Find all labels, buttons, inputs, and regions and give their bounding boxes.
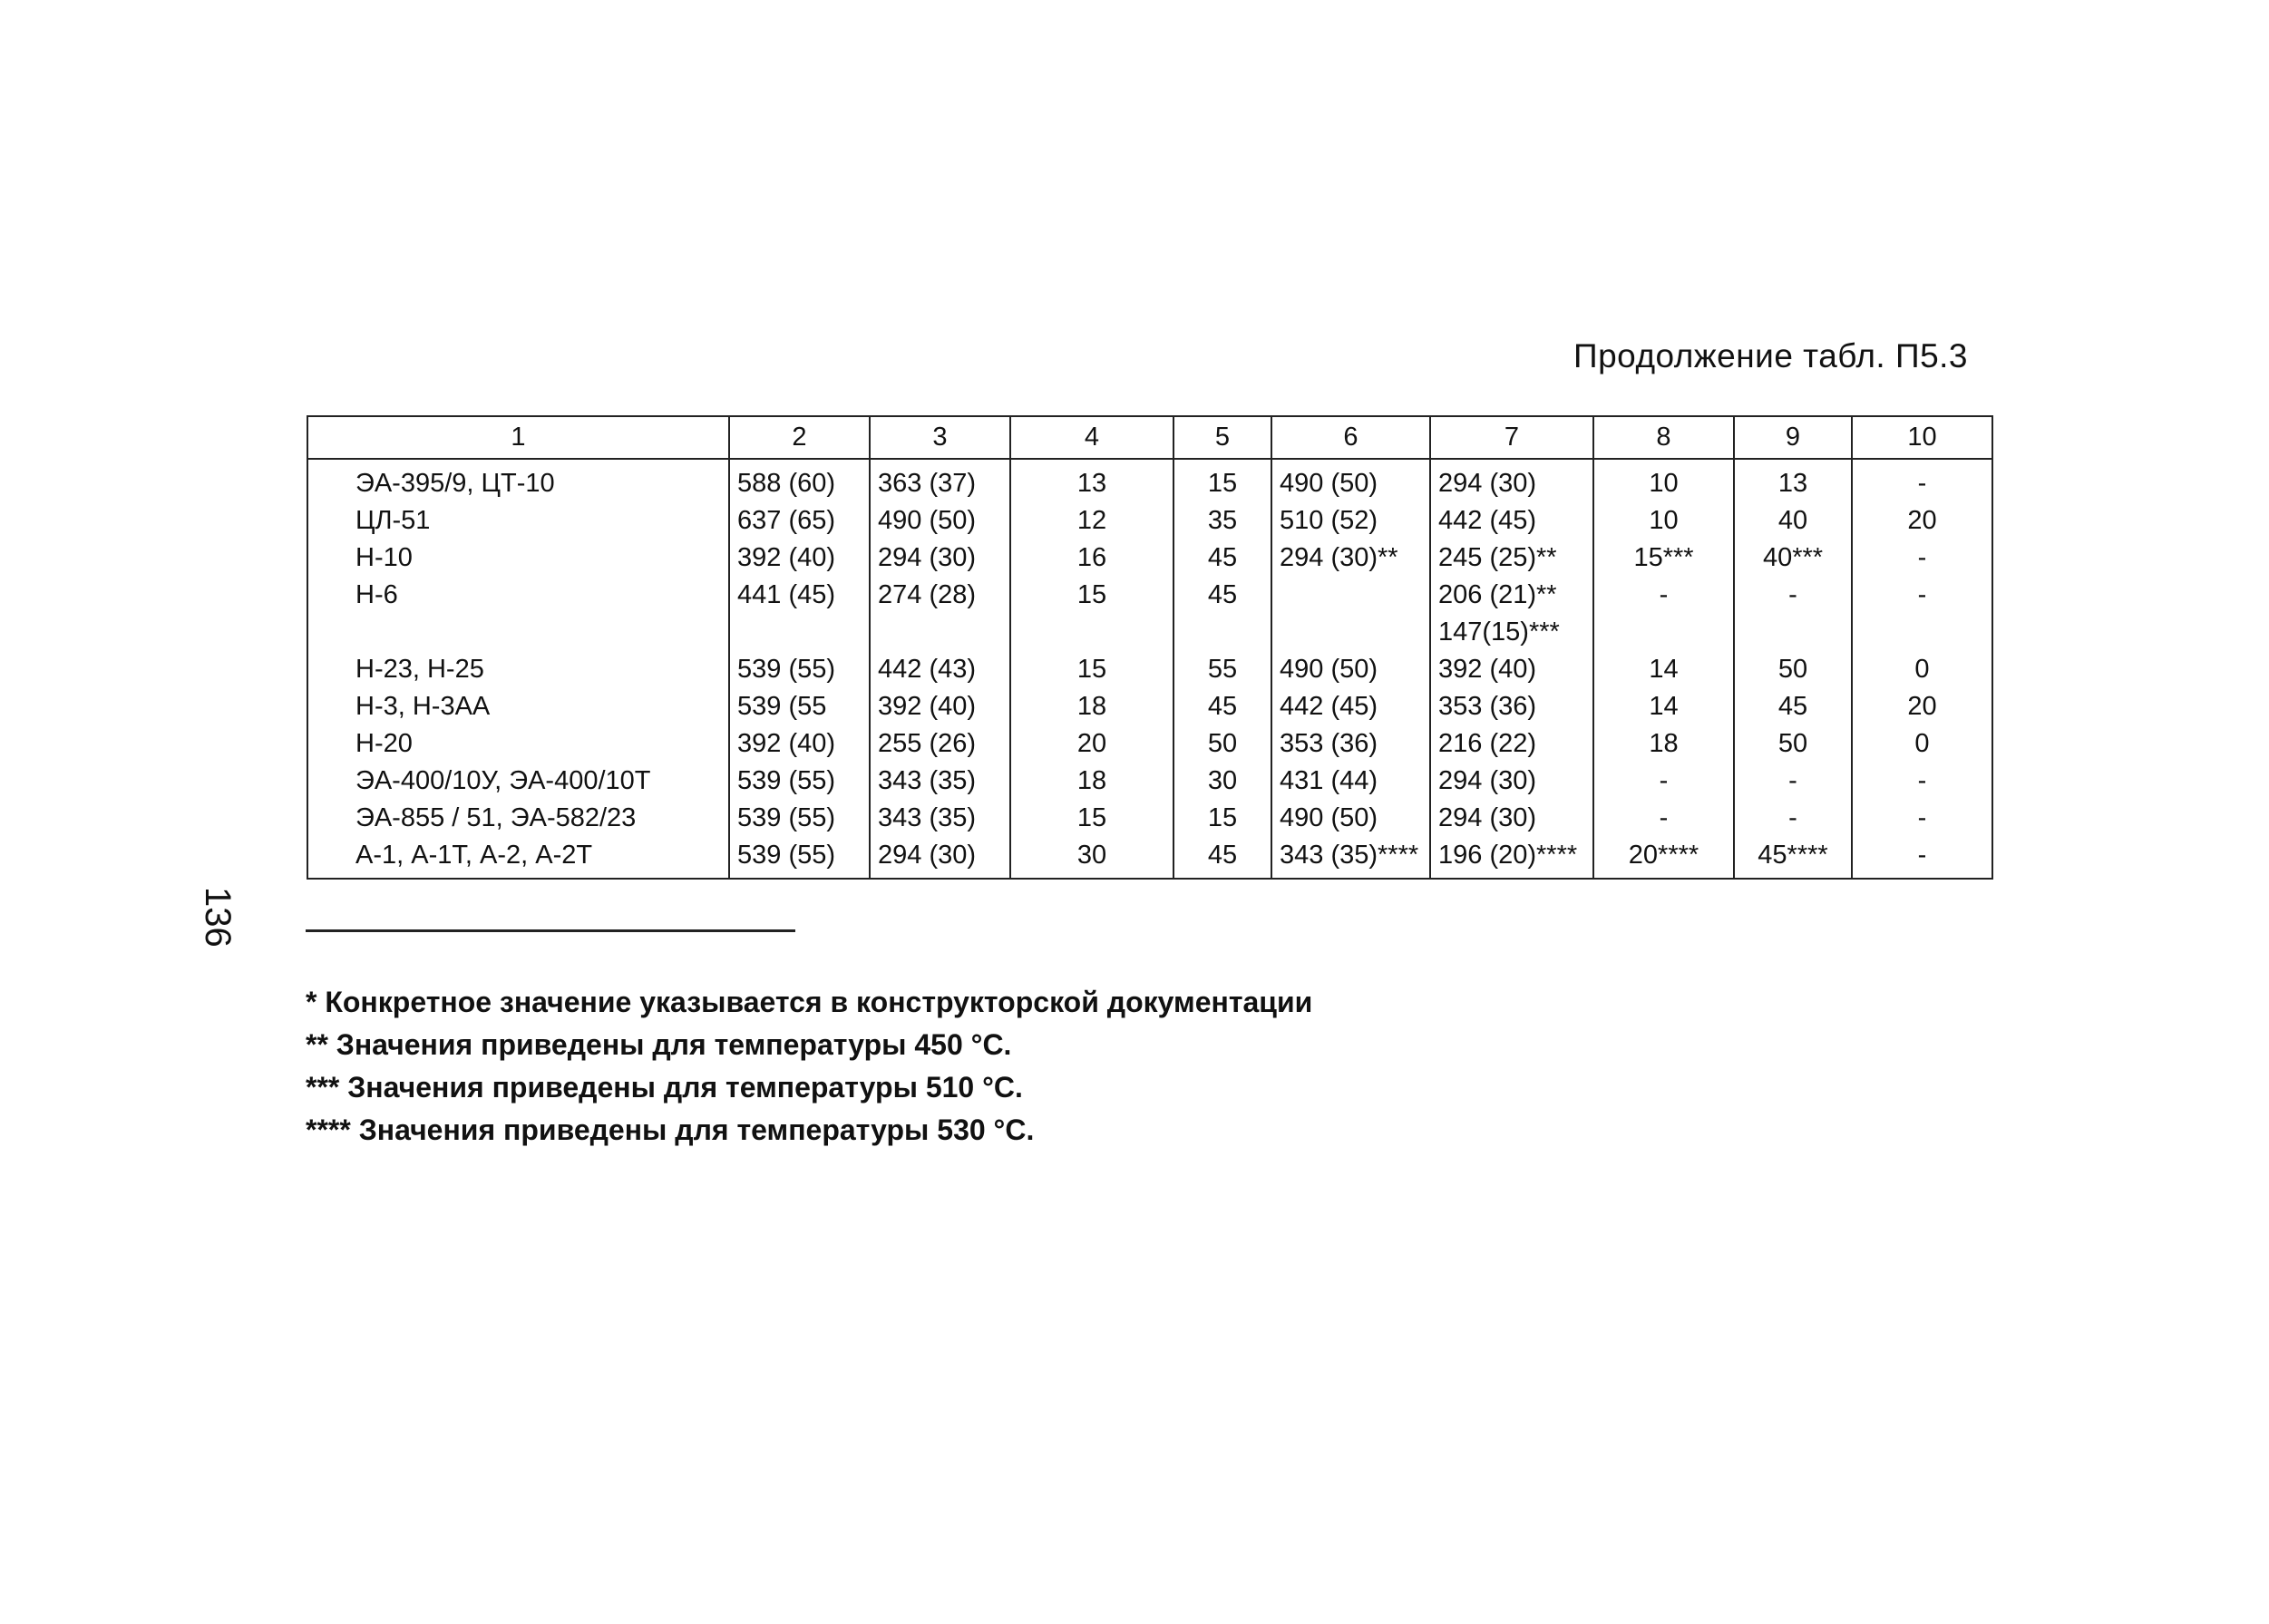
footnote-divider bbox=[306, 929, 795, 932]
table-cell: 343 (35) bbox=[870, 763, 1010, 800]
row-label-cell: А-1, А-1Т, А-2, А-2Т bbox=[307, 837, 729, 879]
table-cell: 35 bbox=[1173, 502, 1271, 540]
table-cell: - bbox=[1593, 577, 1734, 614]
table-cell: 510 (52) bbox=[1271, 502, 1430, 540]
table-cell: 16 bbox=[1010, 540, 1173, 577]
table-cell: 216 (22) bbox=[1430, 725, 1593, 763]
table-header-row bbox=[307, 416, 1992, 459]
table-cell: - bbox=[1593, 800, 1734, 837]
table-cell bbox=[1271, 577, 1430, 614]
table-cell: 15 bbox=[1010, 651, 1173, 688]
table-cell: 637 (65) bbox=[729, 502, 870, 540]
table-row bbox=[307, 651, 1992, 688]
table-cell: 392 (40) bbox=[1430, 651, 1593, 688]
table-cell: 30 bbox=[1010, 837, 1173, 879]
table-cell: 196 (20)**** bbox=[1430, 837, 1593, 879]
table-cell: 40 bbox=[1734, 502, 1852, 540]
table-cell: 442 (45) bbox=[1271, 688, 1430, 725]
table-cell: 18 bbox=[1010, 763, 1173, 800]
table-cell bbox=[729, 614, 870, 651]
table-cell: 442 (45) bbox=[1430, 502, 1593, 540]
table-cell: 50 bbox=[1734, 725, 1852, 763]
row-label-cell: Н-6 bbox=[307, 577, 729, 614]
table-cell bbox=[1593, 614, 1734, 651]
data-table bbox=[307, 415, 1991, 880]
table-cell: 45 bbox=[1173, 540, 1271, 577]
table-cell bbox=[1173, 614, 1271, 651]
table-row bbox=[307, 459, 1992, 502]
table-cell: 50 bbox=[1173, 725, 1271, 763]
table-cell: 15 bbox=[1010, 800, 1173, 837]
table-cell: - bbox=[1734, 577, 1852, 614]
table-cell: 10 bbox=[1593, 502, 1734, 540]
table-cell: 490 (50) bbox=[1271, 459, 1430, 502]
table-cell: 15 bbox=[1010, 577, 1173, 614]
table-cell: - bbox=[1852, 800, 1992, 837]
table-cell: 539 (55) bbox=[729, 763, 870, 800]
table-cell: 10 bbox=[1593, 459, 1734, 502]
table-cell: 294 (30) bbox=[1430, 459, 1593, 502]
table-cell: 20**** bbox=[1593, 837, 1734, 879]
table-row bbox=[307, 614, 1992, 651]
row-label-cell: Н-20 bbox=[307, 725, 729, 763]
table-cell: 274 (28) bbox=[870, 577, 1010, 614]
table-cell: 40*** bbox=[1734, 540, 1852, 577]
table-cell: 294 (30) bbox=[1430, 800, 1593, 837]
table-cell: 294 (30) bbox=[870, 540, 1010, 577]
table-cell bbox=[1010, 614, 1173, 651]
footnote: **** Значения приведены для температуры 530 °С. bbox=[306, 1113, 1035, 1146]
table-cell: 343 (35)**** bbox=[1271, 837, 1430, 879]
row-label-cell: Н-3, Н-3АА bbox=[307, 688, 729, 725]
table-cell: 206 (21)** bbox=[1430, 577, 1593, 614]
footnote: *** Значения приведены для температуры 510 °С. bbox=[306, 1071, 1023, 1104]
table-cell: 20 bbox=[1010, 725, 1173, 763]
table-cell: 353 (36) bbox=[1271, 725, 1430, 763]
table-cell: 45 bbox=[1173, 577, 1271, 614]
table-row bbox=[307, 540, 1992, 577]
table-cell: 490 (50) bbox=[1271, 651, 1430, 688]
column-header: 2 bbox=[729, 416, 870, 459]
table-cell bbox=[1852, 614, 1992, 651]
table-row bbox=[307, 725, 1992, 763]
table-cell: 12 bbox=[1010, 502, 1173, 540]
table-cell: 294 (30) bbox=[870, 837, 1010, 879]
footnote: * Конкретное значение указывается в конструкторской документации bbox=[306, 986, 1313, 1018]
row-label-cell: ЦЛ-51 bbox=[307, 502, 729, 540]
table-cell: 343 (35) bbox=[870, 800, 1010, 837]
table-cell: - bbox=[1852, 459, 1992, 502]
table-cell: 0 bbox=[1852, 651, 1992, 688]
table-cell: 588 (60) bbox=[729, 459, 870, 502]
table-cell: - bbox=[1734, 763, 1852, 800]
table-cell: 441 (45) bbox=[729, 577, 870, 614]
table-cell: 294 (30) bbox=[1430, 763, 1593, 800]
row-label-cell: Н-23, Н-25 bbox=[307, 651, 729, 688]
table-row bbox=[307, 502, 1992, 540]
table-cell: 294 (30)** bbox=[1271, 540, 1430, 577]
table-row bbox=[307, 688, 1992, 725]
table-cell: - bbox=[1734, 800, 1852, 837]
table-cell: 45**** bbox=[1734, 837, 1852, 879]
column-header: 8 bbox=[1593, 416, 1734, 459]
column-header: 4 bbox=[1010, 416, 1173, 459]
table-cell: 20 bbox=[1852, 502, 1992, 540]
row-label-cell: ЭА-395/9, ЦТ-10 bbox=[307, 459, 729, 502]
table-cell: 13 bbox=[1734, 459, 1852, 502]
row-label-cell: ЭА-400/10У, ЭА-400/10Т bbox=[307, 763, 729, 800]
table-cell: 45 bbox=[1734, 688, 1852, 725]
table-cell: 442 (43) bbox=[870, 651, 1010, 688]
table-body bbox=[307, 459, 1992, 879]
table-cell: 147(15)*** bbox=[1430, 614, 1593, 651]
table-cell: 15*** bbox=[1593, 540, 1734, 577]
table-cell: 55 bbox=[1173, 651, 1271, 688]
table-row bbox=[307, 763, 1992, 800]
table-cell: 15 bbox=[1173, 459, 1271, 502]
footnotes bbox=[306, 981, 1312, 1152]
table-cell: 539 (55) bbox=[729, 837, 870, 879]
table-cell: 18 bbox=[1593, 725, 1734, 763]
table-cell: - bbox=[1593, 763, 1734, 800]
table-cell: 392 (40) bbox=[729, 725, 870, 763]
table-cell: - bbox=[1852, 763, 1992, 800]
table-cell: 245 (25)** bbox=[1430, 540, 1593, 577]
table-cell: 539 (55) bbox=[729, 651, 870, 688]
column-header: 7 bbox=[1430, 416, 1593, 459]
page-number: 136 bbox=[198, 887, 238, 948]
table-cell bbox=[1734, 614, 1852, 651]
table-cell: 20 bbox=[1852, 688, 1992, 725]
column-header: 10 bbox=[1852, 416, 1992, 459]
column-header: 3 bbox=[870, 416, 1010, 459]
table-cell bbox=[870, 614, 1010, 651]
table-cell bbox=[1271, 614, 1430, 651]
table-cell: 392 (40) bbox=[729, 540, 870, 577]
row-label-cell bbox=[307, 614, 729, 651]
table-caption: Продолжение табл. П5.3 bbox=[1573, 337, 1968, 374]
table-cell: 14 bbox=[1593, 651, 1734, 688]
table-cell: 490 (50) bbox=[1271, 800, 1430, 837]
table-cell: 363 (37) bbox=[870, 459, 1010, 502]
table-cell: - bbox=[1852, 540, 1992, 577]
table-cell: 15 bbox=[1173, 800, 1271, 837]
table-row bbox=[307, 837, 1992, 879]
table-cell: 392 (40) bbox=[870, 688, 1010, 725]
table-row bbox=[307, 800, 1992, 837]
row-label-cell: Н-10 bbox=[307, 540, 729, 577]
column-header: 1 bbox=[307, 416, 729, 459]
column-header: 9 bbox=[1734, 416, 1852, 459]
column-header: 6 bbox=[1271, 416, 1430, 459]
table-cell: 45 bbox=[1173, 688, 1271, 725]
table-cell: 18 bbox=[1010, 688, 1173, 725]
table-cell: 14 bbox=[1593, 688, 1734, 725]
column-header: 5 bbox=[1173, 416, 1271, 459]
row-label-cell: ЭА-855 / 51, ЭА-582/23 bbox=[307, 800, 729, 837]
table-cell: 50 bbox=[1734, 651, 1852, 688]
table-cell: - bbox=[1852, 577, 1992, 614]
table-cell: 45 bbox=[1173, 837, 1271, 879]
table-cell: - bbox=[1852, 837, 1992, 879]
table-cell: 13 bbox=[1010, 459, 1173, 502]
table-cell: 490 (50) bbox=[870, 502, 1010, 540]
table bbox=[307, 415, 1993, 880]
table-cell: 0 bbox=[1852, 725, 1992, 763]
table-row bbox=[307, 577, 1992, 614]
table-cell: 30 bbox=[1173, 763, 1271, 800]
table-cell: 539 (55) bbox=[729, 800, 870, 837]
table-cell: 255 (26) bbox=[870, 725, 1010, 763]
table-cell: 353 (36) bbox=[1430, 688, 1593, 725]
table-cell: 539 (55 bbox=[729, 688, 870, 725]
footnote: ** Значения приведены для температуры 450 °С. bbox=[306, 1028, 1012, 1061]
table-cell: 431 (44) bbox=[1271, 763, 1430, 800]
